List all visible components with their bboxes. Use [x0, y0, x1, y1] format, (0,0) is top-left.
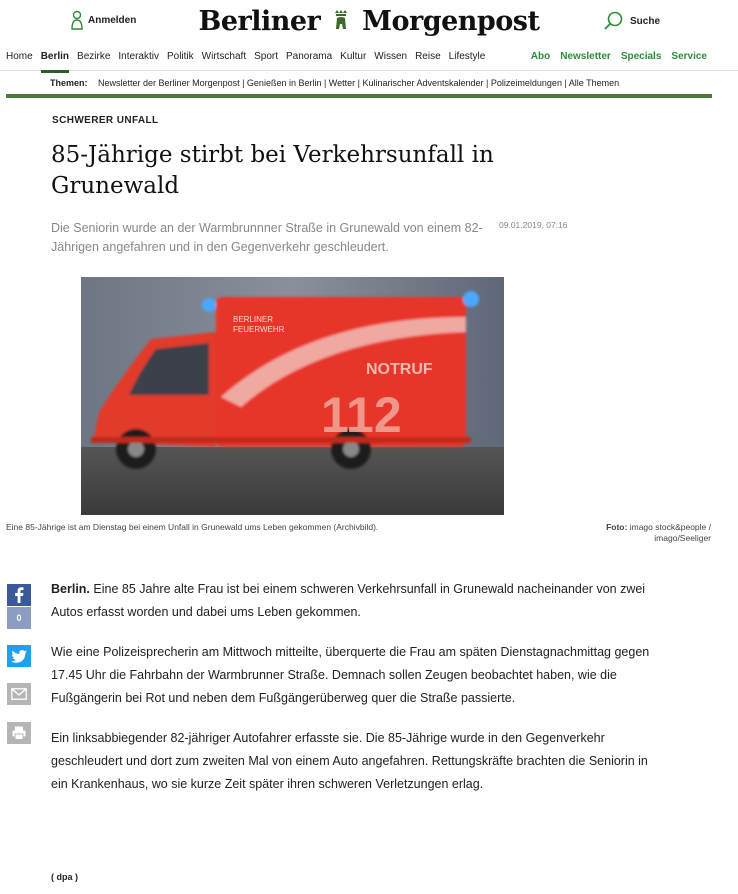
facebook-share-button[interactable] — [7, 584, 31, 606]
article-image[interactable] — [81, 277, 504, 515]
themes-links[interactable]: Newsletter der Berliner Morgenpost | Genießen in Berlin | Wetter | Kulinarischer Adventskalender | Polizeimeldungen | Alle Themen — [98, 78, 620, 88]
top-bar — [0, 0, 738, 44]
email-share-button[interactable] — [7, 683, 31, 705]
nav-item-politik[interactable]: Politik — [166, 51, 194, 62]
search-icon — [604, 11, 624, 31]
bear-crest-icon — [331, 9, 351, 33]
nav-item-reise[interactable]: Reise — [415, 51, 441, 62]
paragraph-1-text: Eine 85 Jahre alte Frau ist bei einem schweren Verkehrsunfall in Grunewald nacheinander von zwei Autos erfasst worden und dabei ums Leben gekommen. — [51, 582, 646, 619]
paragraph-2: Wie eine Polizeisprecherin am Mittwoch mitteilte, überquerte die Frau am späten Dienstagnachmittag gegen 17.45 Uhr die Fahrbahn der Warmbrunner Straße. Demnach sollen Zeugen beobachtet haben, wie die Fußgängerin bei Rot und neben dem Fußgängerüberweg quer die Straße passierte. — [51, 645, 650, 705]
nav-left — [6, 51, 493, 73]
search-label: Suche — [630, 15, 661, 27]
image-caption: Eine 85-Jährige ist am Dienstag bei einem Unfall in Grunewald ums Leben gekommen (Archivbild). — [6, 522, 379, 532]
article-source: ( dpa ) — [51, 872, 78, 882]
vehicle-text-notruf: NOTRUF — [366, 361, 433, 378]
nav-right — [531, 51, 707, 62]
print-button[interactable] — [7, 722, 31, 744]
logo-right: Morgenpost — [362, 6, 540, 37]
mail-icon — [11, 688, 27, 700]
vehicle-text-112: 112 — [321, 387, 402, 443]
article-kicker: SCHWERER UNFALL — [52, 115, 159, 126]
article-lead: Die Seniorin wurde an der Warmbrunnner Straße in Grunewald von einem 82-Jährigen angefahren und in den Gegenverkehr geschleudert. — [51, 221, 483, 254]
nav-item-sport[interactable]: Sport — [254, 51, 279, 62]
main-nav — [0, 44, 738, 71]
image-credit — [571, 522, 711, 544]
article-date: 09.01.2019, 07:16 — [499, 220, 568, 230]
themes-bar — [50, 78, 619, 88]
nav-item-service[interactable]: Service — [671, 51, 707, 62]
paragraph-1 — [51, 578, 651, 624]
dateline: Berlin. — [51, 582, 90, 596]
facebook-icon — [14, 587, 24, 603]
search-button[interactable] — [604, 11, 660, 31]
nav-item-panorama[interactable]: Panorama — [286, 51, 333, 62]
nav-item-berlin[interactable]: Berlin — [41, 51, 69, 73]
nav-item-wirtschaft[interactable]: Wirtschaft — [201, 51, 247, 62]
ambulance-photo — [81, 277, 504, 515]
vehicle-text-feuerwehr: FEUERWEHR — [233, 325, 285, 334]
nav-item-home[interactable]: Home — [6, 51, 33, 62]
paragraph-3: Ein linksabbiegender 82-jähriger Autofahrer erfasste sie. Die 85-Jährige wurde in den Gegenverkehr geschleudert und dort zum zweiten Mal von einem Auto angefahren. Rettungskräfte brachten die Seniorin in ein Krankenhaus, wo sie kurze Zeit später ihren schweren Verletzungen erlag. — [51, 731, 648, 791]
nav-item-newsletter[interactable]: Newsletter — [560, 51, 611, 62]
divider — [6, 94, 712, 98]
themes-label: Themen: — [50, 78, 88, 88]
nav-item-bezirke[interactable]: Bezirke — [77, 51, 111, 62]
vehicle-text-berliner: BERLINER — [233, 315, 274, 324]
facebook-share-count: 0 — [7, 607, 31, 629]
login-label: Anmelden — [88, 14, 137, 26]
article-body — [51, 578, 651, 813]
article-headline: 85-Jährige stirbt bei Verkehrsunfall in Grunewald — [51, 142, 494, 199]
credit-text: imago stock&people / imago/Seeliger — [629, 522, 711, 543]
twitter-icon — [11, 650, 27, 663]
nav-item-interaktiv[interactable]: Interaktiv — [118, 51, 159, 62]
printer-icon — [12, 726, 26, 740]
logo-left: Berliner — [198, 6, 321, 37]
nav-item-kultur[interactable]: Kultur — [340, 51, 367, 62]
credit-label: Foto: — [606, 522, 628, 532]
nav-item-lifestyle[interactable]: Lifestyle — [448, 51, 486, 62]
nav-item-specials[interactable]: Specials — [620, 51, 662, 62]
twitter-share-button[interactable] — [7, 645, 31, 667]
nav-item-abo[interactable]: Abo — [530, 51, 551, 62]
nav-item-wissen[interactable]: Wissen — [374, 51, 408, 62]
